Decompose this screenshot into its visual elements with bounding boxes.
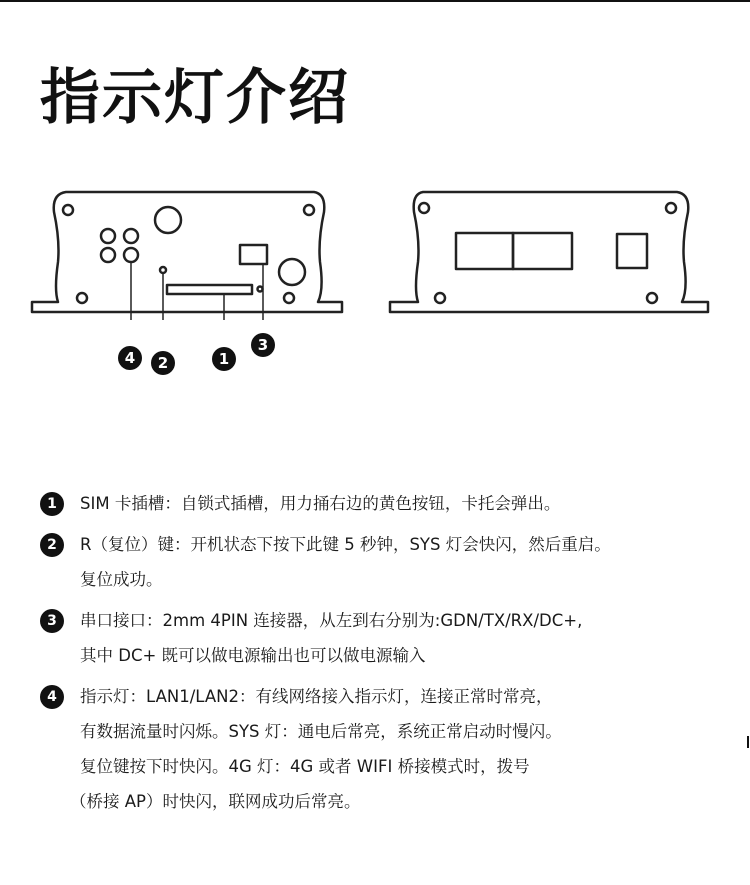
rear-mount-hole bbox=[419, 203, 429, 213]
callout-3: 3 bbox=[251, 333, 275, 357]
led-sys bbox=[101, 248, 115, 262]
callout-2: 2 bbox=[151, 351, 175, 375]
item-line: 有数据流量时闪烁。SYS 灯：通电后常亮，系统正常启动时慢闪。 bbox=[80, 722, 562, 741]
description-item-serial bbox=[40, 603, 740, 673]
led-4g bbox=[124, 248, 138, 262]
rear-mount-hole bbox=[647, 293, 657, 303]
led-lan1 bbox=[101, 229, 115, 243]
description-item-reset bbox=[40, 527, 740, 597]
front-mount-hole bbox=[304, 205, 314, 215]
sim-slot bbox=[167, 285, 252, 294]
description-item-leds bbox=[40, 679, 740, 819]
ethernet-port-1 bbox=[456, 233, 513, 269]
item-line: 复位成功。 bbox=[80, 570, 163, 589]
led-lan2 bbox=[124, 229, 138, 243]
antenna-connector-right bbox=[279, 259, 305, 285]
item-line: （桥接 AP）时快闪，联网成功后常亮。 bbox=[70, 792, 361, 811]
power-port bbox=[617, 234, 647, 268]
reset-hole bbox=[160, 267, 166, 273]
item-number: 3 bbox=[40, 609, 64, 633]
front-mount-hole bbox=[77, 293, 87, 303]
item-number: 2 bbox=[40, 533, 64, 557]
item-line: SIM 卡插槽：自锁式插槽，用力捅右边的黄色按钮，卡托会弹出。 bbox=[80, 494, 561, 513]
rear-mount-hole bbox=[666, 203, 676, 213]
item-line: 复位键按下时快闪。4G 灯：4G 或者 WIFI 桥接模式时，拨号 bbox=[80, 757, 530, 776]
item-line: 其中 DC+ 既可以做电源输出也可以做电源输入 bbox=[80, 646, 426, 665]
top-border bbox=[0, 0, 750, 2]
description-list bbox=[40, 486, 740, 825]
front-mount-hole bbox=[63, 205, 73, 215]
item-line: 指示灯：LAN1/LAN2：有线网络接入指示灯，连接正常时常亮， bbox=[80, 687, 553, 706]
callout-4: 4 bbox=[118, 346, 142, 370]
page-title: 指示灯介绍 bbox=[40, 63, 350, 133]
antenna-connector-left bbox=[155, 207, 181, 233]
description-item-sim bbox=[40, 486, 740, 521]
item-line: R（复位）键：开机状态下按下此键 5 秒钟，SYS 灯会快闪，然后重启。 bbox=[80, 535, 611, 554]
item-number: 4 bbox=[40, 685, 64, 709]
item-line: 串口接口：2mm 4PIN 连接器，从左到右分别为:GDN/TX/RX/DC+, bbox=[80, 611, 583, 630]
edge-mark bbox=[747, 736, 749, 748]
front-mount-hole bbox=[284, 293, 294, 303]
ethernet-port-2 bbox=[513, 233, 572, 269]
item-number: 1 bbox=[40, 492, 64, 516]
sim-eject-button bbox=[258, 287, 263, 292]
device-panels-diagram bbox=[0, 180, 750, 320]
callout-1: 1 bbox=[212, 347, 236, 371]
serial-port bbox=[240, 245, 267, 264]
rear-mount-hole bbox=[435, 293, 445, 303]
